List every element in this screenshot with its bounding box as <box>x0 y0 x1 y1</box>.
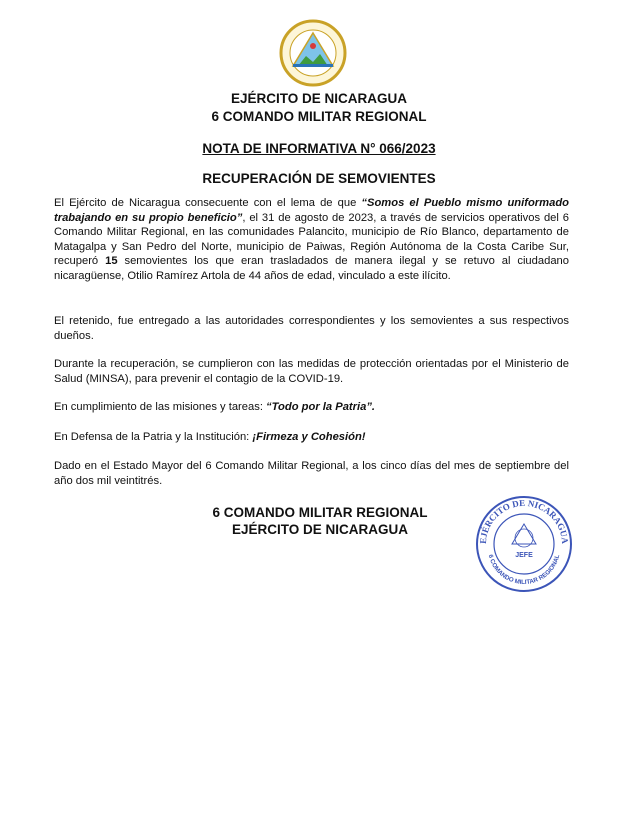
p2-text: El retenido, fue entregado a las autoridades correspondientes y los semovientes a sus respectivos dueños. <box>54 315 569 342</box>
paragraph-2 <box>54 314 569 343</box>
org-title: EJÉRCITO DE NICARAGUA <box>230 91 408 106</box>
paragraph-4 <box>54 400 569 415</box>
signature-line-1: 6 COMANDO MILITAR REGIONAL <box>212 505 428 520</box>
note-number-title: NOTA DE INFORMATIVA N° 066/2023 <box>202 141 436 156</box>
p1-text-c: semovientes los que eran trasladados de manera ilegal y se retuvo al ciudadano nicaragüense, Otilio Ramírez Artola de 44 años de edad, vinculado a este ilícito. <box>54 255 569 282</box>
unit-title: 6 COMANDO MILITAR REGIONAL <box>211 109 427 124</box>
paragraph-6 <box>54 459 569 488</box>
p1-text-a: El Ejército de Nicaragua consecuente con el lema de que <box>54 197 362 209</box>
svg-text:6 COMANDO MILITAR REGIONAL: 6 COMANDO MILITAR REGIONAL <box>486 553 562 587</box>
republic-of-nicaragua-seal-icon <box>278 18 348 88</box>
stamp-center-text: JEFE <box>515 552 533 559</box>
p4-slogan: “Todo por la Patria”. <box>266 401 376 413</box>
p6-text: Dado en el Estado Mayor del 6 Comando Militar Regional, a los cinco días del mes de septiembre del año dos mil veintitrés. <box>54 460 569 487</box>
p5-text: En Defensa de la Patria y la Institución: <box>54 431 253 443</box>
p5-slogan: ¡Firmeza y Cohesión! <box>252 431 366 443</box>
subject-title: RECUPERACIÓN DE SEMOVIENTES <box>202 171 436 186</box>
paragraph-3 <box>54 357 569 386</box>
army-stamp-icon <box>474 494 574 594</box>
p3-text: Durante la recuperación, se cumplieron con las medidas de protección orientadas por el Ministerio de Salud (MINSA), para prevenir el contagio de la COVID-19. <box>54 358 569 385</box>
p1-text-b: , el 31 de agosto de 2023, a través de servicios operativos del 6 Comando Militar Regional, en las comunidades Palancito, municipio de Río Blanco, departamento de Matagalpa y San Pedro del Norte, municipio de Paiwas, Región Autónoma de la Costa Caribe Sur, recuperó <box>54 211 569 268</box>
svg-text:EJÉRCITO DE NICARAGUA: EJÉRCITO DE NICARAGUA <box>477 497 571 545</box>
p1-motto: “Somos el Pueblo mismo uniformado trabajando en su propio beneficio” <box>54 197 569 224</box>
p1-count: 15 <box>105 255 118 268</box>
paragraph-1 <box>54 196 569 284</box>
paragraph-5 <box>54 430 569 445</box>
p4-text: En cumplimiento de las misiones y tareas: <box>54 401 267 413</box>
signature-line-2: EJÉRCITO DE NICARAGUA <box>231 522 409 537</box>
